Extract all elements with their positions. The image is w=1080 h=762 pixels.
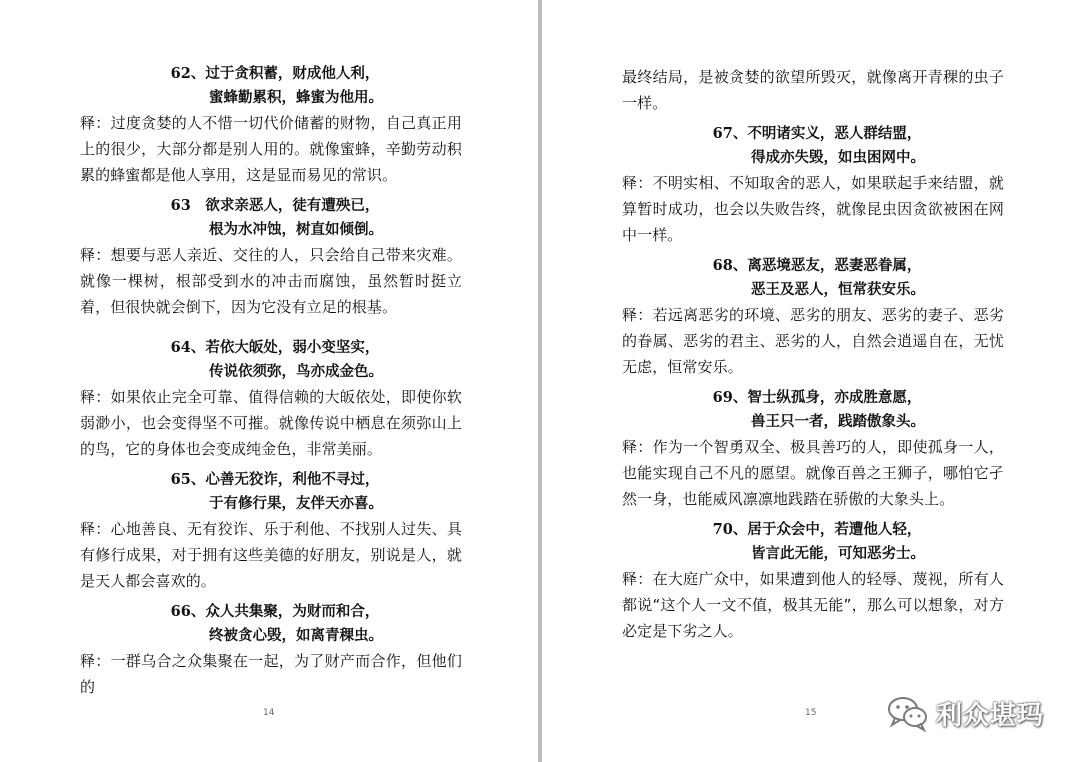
verse-line-2: 传说依须弥，鸟亦成金色。 [209,363,383,380]
verse-explanation: 释：作为一个智勇双全、极具善巧的人，即使孤身一人，也能实现自己不凡的愿望。就像百兽之王狮子，哪怕它孑然一身，也能威风凛凛地践踏在骄傲的大象头上。 [622,438,1004,508]
left-page-content [80,62,462,706]
wechat-bubble-icon [886,693,930,733]
verse-title [80,600,462,648]
verse-line-1: 62、过于贪积蓄，财成他人利， [170,65,380,82]
verse-line-1: 64、若依大皈处，弱小变坚实， [170,339,380,356]
spacer [80,326,462,336]
verse-65 [80,468,462,594]
verse-69 [622,386,1004,512]
verse-63 [80,194,462,320]
verse-explanation: 释：心地善良、无有狡诈、乐于利他、不找别人过失、具有修行成果，对于拥有这些美德的好朋友，别说是人，就是天人都会喜欢的。 [80,520,462,590]
page-number: 15 [805,708,817,718]
verse-68 [622,254,1004,380]
verse-64 [80,336,462,462]
watermark [886,693,1044,733]
verse-line-1: 68、离恶境恶友，恶妻恶眷属， [712,257,922,274]
verse-explanation: 释：过度贪婪的人不惜一切代价储蓄的财物，自己真正用上的很少，大部分都是别人用的。就像蜜蜂，辛勤劳动积累的蜂蜜都是他人享用，这是显而易见的常识。 [80,114,462,184]
verse-explanation: 释：若远离恶劣的环境、恶劣的朋友、恶劣的妻子、恶劣的眷属、恶劣的君主、恶劣的人，自然会逍遥自在，无忧无虑，恒常安乐。 [622,306,1004,376]
verse-line-1: 65、心善无狡诈，利他不寻过， [170,471,380,488]
verse-67 [622,122,1004,248]
verse-line-1: 69、智士纵孤身，亦成胜意愿， [712,389,922,406]
verse-line-1: 70、居于众会中，若遭他人轻， [712,521,922,538]
continuation-text: 最终结局，是被贪婪的欲望所毁灭，就像离开青稞的虫子一样。 [622,68,1004,112]
verse-line-2: 兽王只一者，践踏傲象头。 [751,413,925,430]
verse-title [622,254,1004,302]
left-page [0,0,538,762]
verse-line-2: 于有修行果，友伴天亦喜。 [209,495,383,512]
verse-title [80,336,462,384]
verse-62 [80,62,462,188]
verse-title [622,518,1004,566]
verse-line-2: 得成亦失毁，如虫困网中。 [751,149,925,166]
verse-line-1: 66、众人共集聚，为财而和合， [170,603,380,620]
verse-title [622,386,1004,434]
verse-70 [622,518,1004,644]
verse-title [80,194,462,242]
verse-title [80,468,462,516]
page-number: 14 [263,708,275,718]
verse-66 [80,600,462,700]
watermark-text: 利众堪玛 [936,700,1045,731]
verse-explanation: 释：如果依止完全可靠、值得信赖的大皈依处，即使你软弱渺小，也会变得坚不可摧。就像传说中栖息在须弥山上的鸟，它的身体也会变成纯金色，非常美丽。 [80,388,462,458]
verse-explanation: 释：想要与恶人亲近、交往的人，只会给自己带来灾难。就像一棵树，根部受到水的冲击而腐蚀，虽然暂时挺立着，但很快就会倒下，因为它没有立足的根基。 [80,246,462,316]
verse-line-1: 67、不明诸实义，恶人群结盟， [712,125,922,142]
right-page [542,0,1080,762]
verse-line-1: 63 欲求亲恶人，徒有遭殃已， [170,197,380,214]
right-page-content [622,64,1004,650]
verse-line-2: 恶王及恶人，恒常获安乐。 [751,281,925,298]
verse-explanation: 释：一群乌合之众集聚在一起，为了财产而合作，但他们的 [80,652,462,696]
verse-title [80,62,462,110]
verse-line-2: 皆言此无能，可知恶劣士。 [751,545,925,562]
verse-line-2: 终被贪心毁，如离青稞虫。 [209,627,383,644]
verse-line-2: 蜜蜂勤累积，蜂蜜为他用。 [209,89,383,106]
verse-line-2: 根为水冲蚀，树直如倾倒。 [209,221,383,238]
verse-explanation: 释：不明实相、不知取舍的恶人，如果联起手来结盟，就算暂时成功，也会以失败告终，就像昆虫因贪欲被困在网中一样。 [622,174,1004,244]
verse-explanation: 释：在大庭广众中，如果遭到他人的轻辱、蔑视，所有人都说“这个人一文不值，极其无能”，那么可以想象，对方必定是下劣之人。 [622,570,1004,640]
verse-title [622,122,1004,170]
